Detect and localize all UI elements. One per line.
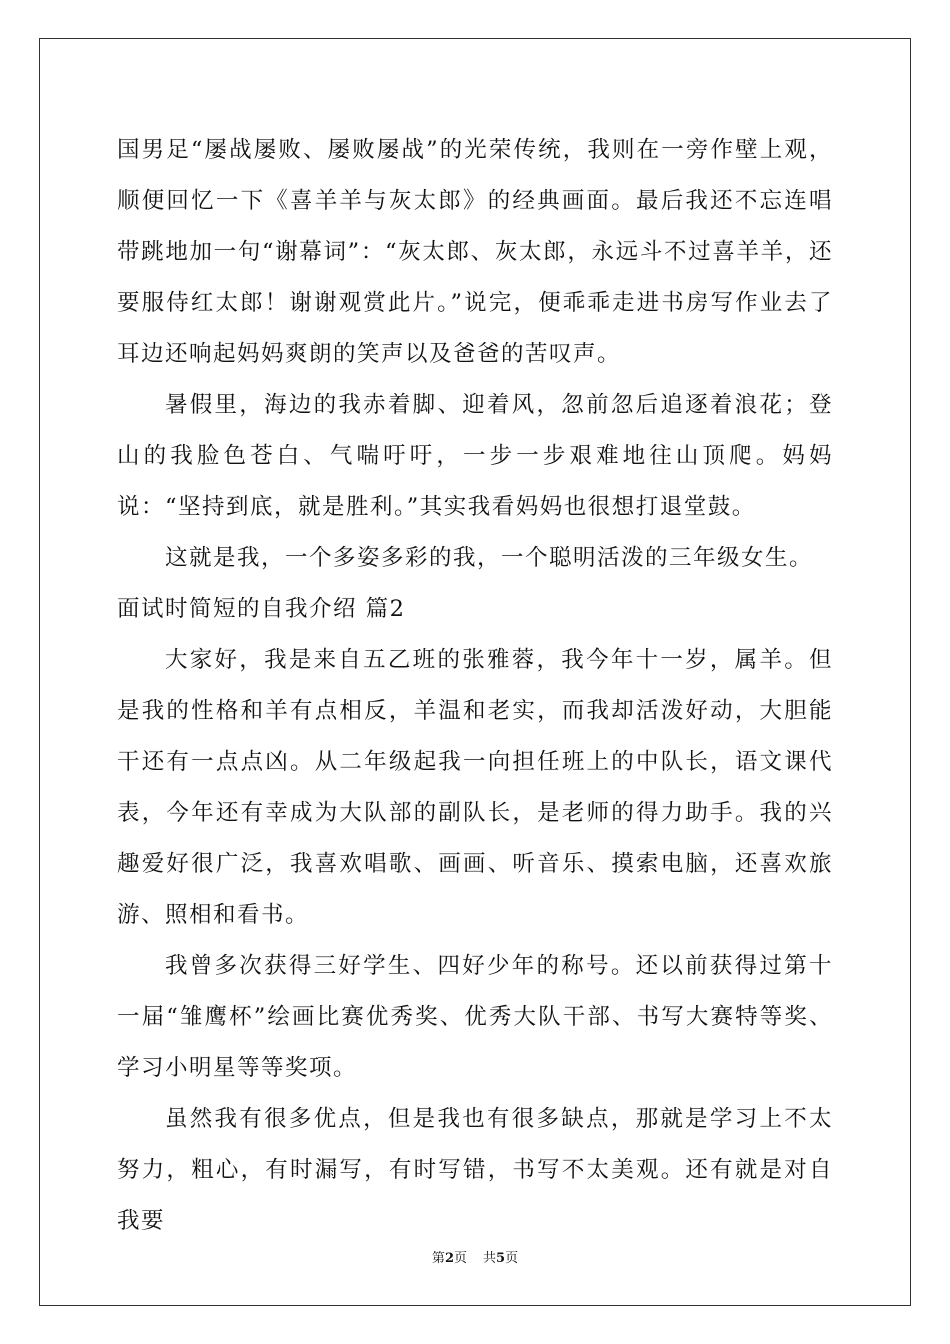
page-footer [0, 1247, 950, 1266]
page-prefix: 第 [431, 1251, 445, 1266]
paragraph-3: 这就是我，一个多姿多彩的我，一个聪明活泼的三年级女生。 [165, 545, 814, 571]
page-suffix: 页 [453, 1251, 467, 1266]
paragraph-4: 大家好，我是来自五乙班的张雅蓉，我今年十一岁，属羊。但是我的性格和羊有点相反，羊温和老实，而我却活泼好动，大胆能干还有一点点凶。从二年级起我一向担任班上的中队长，语文课代表，今年还有幸成为大队部的副队长，是老师的得力助手。我的兴趣爱好很广泛，我喜欢唱歌、画画、听音乐、摸索电脑，还喜欢旅游、照相和看书。 [117, 647, 833, 928]
total-suffix: 页 [505, 1251, 519, 1266]
paragraph-6: 虽然我有很多优点，但是我也有很多缺点，那就是学习上不太努力，粗心，有时漏写，有时写错，书写不太美观。还有就是对自我要 [117, 1106, 833, 1234]
section-heading: 面试时简短的自我介绍 篇2 [117, 596, 406, 622]
total-prefix: 共 [483, 1251, 497, 1266]
paragraph-5: 我曾多次获得三好学生、四好少年的称号。还以前获得过第十一届“雏鹰杯”绘画比赛优秀奖、优秀大队干部、书写大赛特等奖、学习小明星等等奖项。 [117, 953, 833, 1081]
paragraph-1: 国男足“屡战屡败、屡败屡战”的光荣传统，我则在一旁作壁上观，顺便回忆一下《喜羊羊与灰太郎》的经典画面。最后我还不忘连唱带跳地加一句“谢幕词”：“灰太郎、灰太郎，永远斗不过喜羊羊，还要服侍红太郎！谢谢观赏此片。”说完，便乖乖走进书房写作业去了耳边还响起妈妈爽朗的笑声以及爸爸的苦叹声。 [117, 137, 833, 367]
paragraph-2: 暑假里，海边的我赤着脚、迎着风，忽前忽后追逐着浪花；登山的我脸色苍白、气喘吁吁，一步一步艰难地往山顶爬。妈妈说：“坚持到底，就是胜利。”其实我看妈妈也很想打退堂鼓。 [117, 392, 833, 520]
document-body [117, 125, 833, 1247]
total-pages: 5 [496, 1251, 506, 1266]
page-number: 2 [444, 1251, 454, 1266]
